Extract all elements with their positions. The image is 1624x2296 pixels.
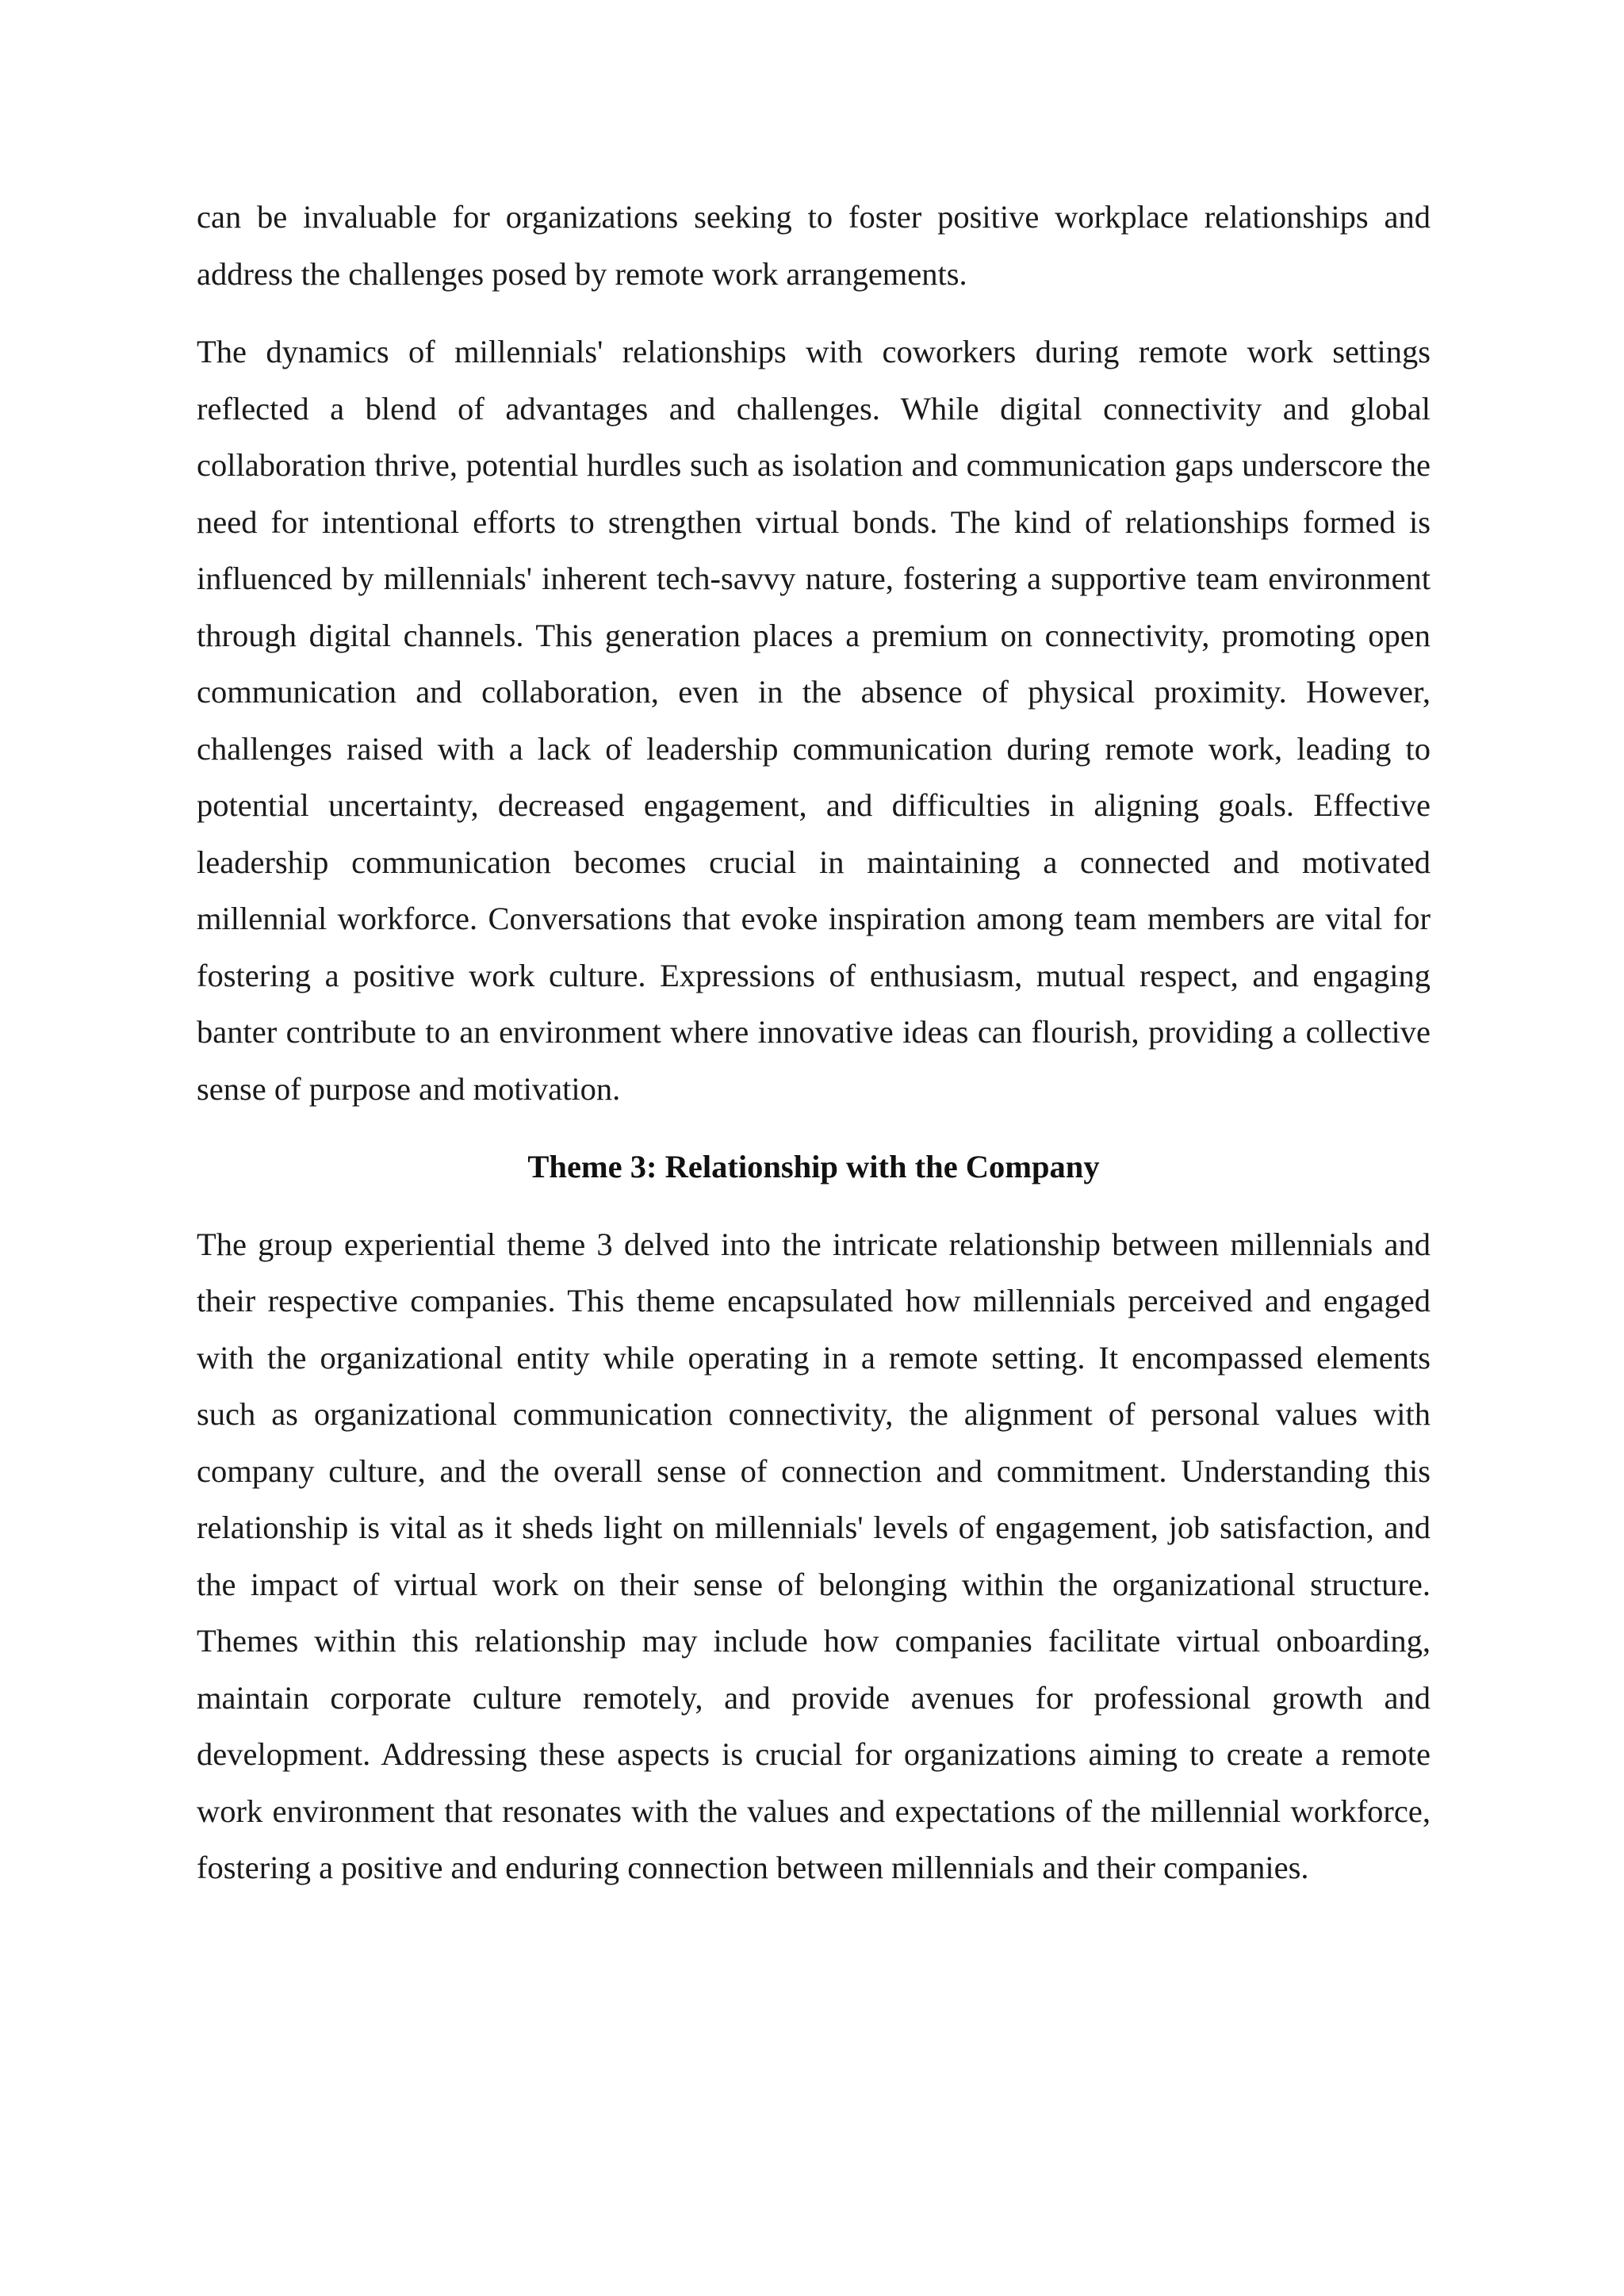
page-body <box>197 189 1431 1918</box>
paragraph-company-relationship: The group experiential theme 3 delved into the intricate relationship between millennials and their respective companies. This theme encapsulated how millennials perceived and engaged with the organizational entity while operating in a remote setting. It encompassed elements such as organizational communication connectivity, the alignment of personal values with company culture, and the overall sense of connection and commitment. Understanding this relationship is vital as it sheds light on millennials' levels of engagement, job satisfaction, and the impact of virtual work on their sense of belonging within the organizational structure. Themes within this relationship may include how companies facilitate virtual onboarding, maintain corporate culture remotely, and provide avenues for professional growth and development. Addressing these aspects is crucial for organizations aiming to create a remote work environment that resonates with the values and expectations of the millennial workforce, fostering a positive and enduring connection between millennials and their companies. <box>197 1226 1431 1885</box>
paragraph-continuation: can be invaluable for organizations seeking to foster positive workplace relationships and address the challenges posed by remote work arrangements. <box>197 199 1431 292</box>
section-heading: Theme 3: Relationship with the Company <box>527 1149 1100 1184</box>
paragraph-coworker-dynamics: The dynamics of millennials' relationships with coworkers during remote work settings reflected a blend of advantages and challenges. While digital connectivity and global collaboration thrive, potential hurdles such as isolation and communication gaps underscore the need for intentional efforts to strengthen virtual bonds. The kind of relationships formed is influenced by millennials' inherent tech-savvy nature, fostering a supportive team environment through digital channels. This generation places a premium on connectivity, promoting open communication and collaboration, even in the absence of physical proximity. However, challenges raised with a lack of leadership communication during remote work, leading to potential uncertainty, decreased engagement, and difficulties in aligning goals. Effective leadership communication becomes crucial in maintaining a connected and motivated millennial workforce. Conversations that evoke inspiration among team members are vital for fostering a positive work culture. Expressions of enthusiasm, mutual respect, and engaging banter contribute to an environment where innovative ideas can flourish, providing a collective sense of purpose and motivation. <box>197 334 1431 1107</box>
